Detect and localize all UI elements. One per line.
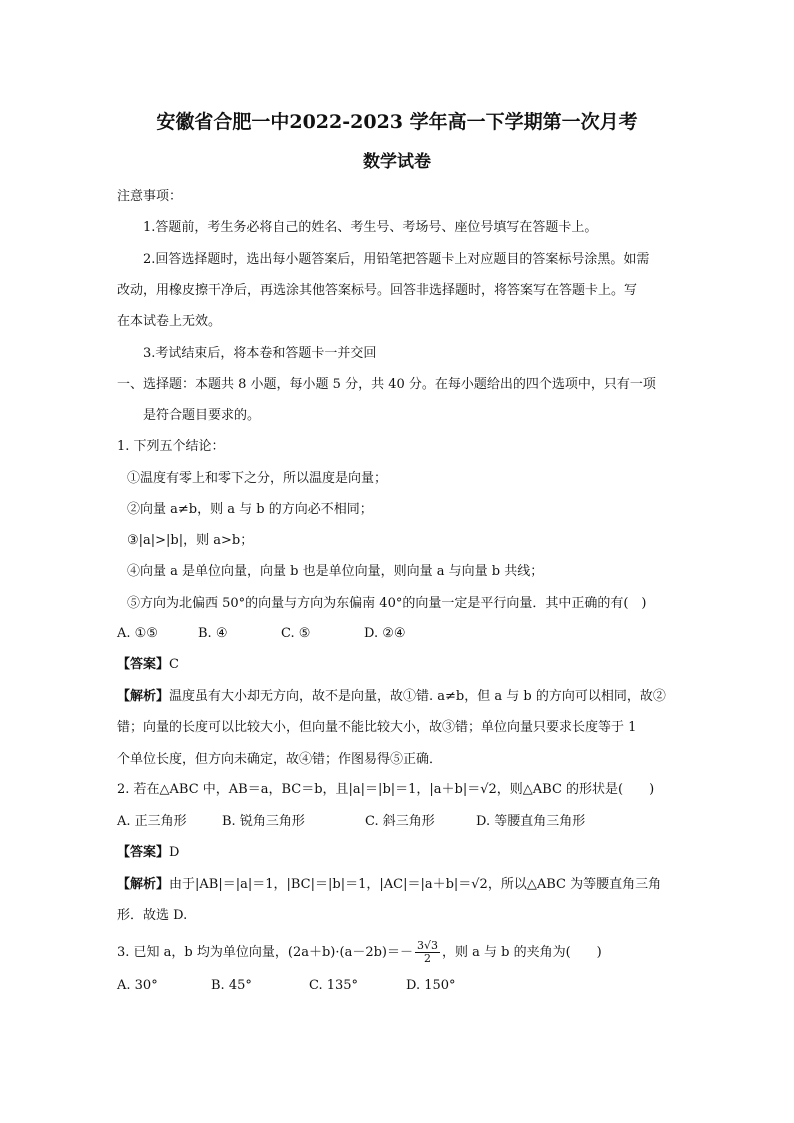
question-1-analysis-line-2: 错；向量的长度可以比较大小，但向量不能比较大小，故③错；单位向量只要求长度等于 1: [117, 720, 637, 735]
question-1-option-b: B. ④: [198, 626, 228, 641]
question-1-analysis-line-1: [117, 687, 666, 707]
question-1-statement-5: ⑤方向为北偏西 50°的向量与方向为东偏南 40°的向量一定是平行向量．其中正确的有( ): [127, 596, 647, 611]
question-1-option-a: A. ①⑤: [117, 626, 158, 641]
page-title: 安徽省合肥一中2022-2023 学年高一下学期第一次月考: [156, 111, 638, 133]
question-3-option-b: B. 45°: [211, 978, 252, 993]
notice-item-2-line-1: 2.回答选择题时，选出每小题答案后，用铅笔把答题卡上对应题目的答案标号涂黑。如需: [143, 252, 650, 267]
analysis-label: 【解析】: [117, 877, 170, 892]
analysis-text: 温度虽有大小却无方向，故不是向量，故①错. a≠b，但 a 与 b 的方向可以相同，故②: [169, 689, 666, 704]
question-2-analysis-line-2: 形．故选 D.: [117, 908, 188, 923]
question-1-answer: [117, 655, 179, 675]
fraction-numerator: 3√3: [416, 939, 438, 952]
question-3-stem-part-1: 3. 已知 a，b 均为单位向量，(2a＋b)·(a－2b)＝－: [117, 945, 413, 960]
question-1-stem: 1. 下列五个结论：: [117, 439, 225, 454]
question-2-answer: [117, 843, 179, 863]
question-1-statement-4: ④向量 a 是单位向量，向量 b 也是单位向量，则向量 a 与向量 b 共线；: [127, 564, 544, 579]
notice-item-2-line-2: 改动，用橡皮擦干净后，再选涂其他答案标号。回答非选择题时，将答案写在答题卡上。写: [117, 283, 638, 298]
question-3-stem: [117, 940, 602, 965]
answer-label: 【答案】: [117, 845, 170, 860]
question-2-option-d: D. 等腰直角三角形: [476, 814, 586, 829]
question-1-option-d: D. ②④: [364, 626, 406, 641]
question-3-option-d: D. 150°: [406, 978, 456, 993]
question-3-option-c: C. 135°: [309, 978, 359, 993]
question-2-analysis-line-1: [117, 875, 661, 895]
notice-item-3: 3.考试结束后，将本卷和答题卡一并交回: [143, 346, 377, 361]
notice-heading: 注意事项：: [117, 189, 183, 204]
question-2-option-a: A. 正三角形: [117, 814, 187, 829]
question-1-statement-3: ③|a|>|b|，则 a>b；: [127, 533, 254, 548]
answer-label: 【答案】: [117, 657, 170, 672]
question-1-option-c: C. ⑤: [281, 626, 311, 641]
section-heading-line-1: 一、选择题：本题共 8 小题，每小题 5 分，共 40 分。在每小题给出的四个选项中，只有一项: [117, 377, 656, 392]
question-1-statement-2: ②向量 a≠b，则 a 与 b 的方向必不相同；: [127, 502, 373, 517]
notice-item-1: 1.答题前，考生务必将自己的姓名、考生号、考场号、座位号填写在答题卡上。: [143, 220, 598, 235]
question-2-stem: 2. 若在△ABC 中，AB＝a，BC＝b，且|a|＝|b|＝1，|a＋b|＝√2，则△ABC 的形状是( ): [117, 782, 655, 797]
fraction: [415, 940, 440, 965]
notice-item-2-line-3: 在本试卷上无效。: [117, 314, 222, 329]
section-heading-line-2: 是符合题目要求的。: [143, 408, 261, 423]
question-2-option-c: C. 斜三角形: [365, 814, 435, 829]
question-1-statement-1: ①温度有零上和零下之分，所以温度是向量；: [127, 471, 388, 486]
fraction-denominator: 2: [423, 952, 431, 965]
answer-value: C: [169, 657, 179, 672]
question-1-analysis-line-3: 个单位长度，但方向未确定，故④错；作图易得⑤正确．: [117, 752, 443, 767]
page-subtitle: 数学试卷: [363, 152, 431, 172]
answer-value: D: [169, 845, 180, 860]
analysis-text: 由于|AB|＝|a|＝1，|BC|＝|b|＝1，|AC|＝|a＋b|＝√2，所以△ABC 为等腰直角三角: [169, 877, 662, 892]
question-3-stem-part-2: ，则 a 与 b 的夹角为( ): [442, 945, 602, 960]
question-3-option-a: A. 30°: [117, 978, 158, 993]
question-2-option-b: B. 锐角三角形: [222, 814, 305, 829]
analysis-label: 【解析】: [117, 689, 170, 704]
